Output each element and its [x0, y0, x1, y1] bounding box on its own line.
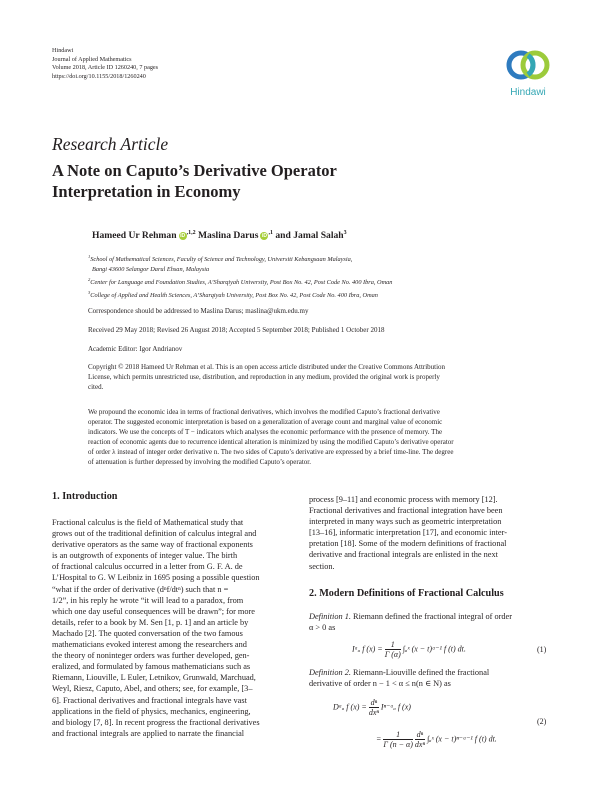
- equation-2b: [376, 730, 497, 749]
- abstract-line: reaction of economic agents due to recurrence identical alteration is minimized by using the modified Caputo’s derivative operator: [88, 437, 454, 446]
- abstract-line: of order λ instead of integer order derivative n. The two sides of Caputo’s derivative are expressed by a brief time-line. The degree: [88, 447, 454, 456]
- definition-label: Definition 1.: [309, 612, 351, 621]
- body-line: derivative and fractional integrals are enlisted in the next: [309, 550, 498, 560]
- definition-label: Definition 2.: [309, 668, 351, 677]
- title-line-2: Interpretation in Economy: [52, 182, 241, 201]
- copyright-line: cited.: [88, 383, 104, 391]
- right-column-body: [309, 494, 549, 572]
- body-line: section.: [309, 561, 335, 571]
- body-line: process [9–11] and economic process with memory [12].: [309, 495, 498, 504]
- fraction-denominator: dxⁿ: [368, 708, 379, 717]
- body-line: which one day useful consequences will be drawn”; for more: [52, 606, 255, 616]
- copyright-line: Copyright © 2018 Hameed Ur Rehman et al. This is an open access article distributed under the Creative Commons Attribution: [88, 363, 446, 371]
- body-line: derivative operators as the same way of fractional exponents: [52, 540, 253, 550]
- body-line: pretation [18]. Some of the modern definitions of fractional: [309, 539, 507, 549]
- definition-2: [309, 667, 549, 689]
- equation-number: (2): [537, 717, 547, 726]
- copyright-notice: [88, 362, 548, 392]
- fraction-denominator: dxⁿ: [414, 740, 425, 749]
- journal-metadata: [52, 47, 158, 81]
- body-line: L’Hospital to G. W Leibniz in 1695 posing a possible question: [52, 573, 260, 583]
- abstract-line: of attenuation is further depressed by involving the modified Caputo’s operator.: [88, 457, 311, 466]
- equation-term: =: [376, 734, 382, 744]
- article-dates: Received 29 May 2018; Revised 26 August 2018; Accepted 5 September 2018; Published 1 October 2018: [88, 326, 385, 334]
- body-line: details, refer to a book by M. Sen [1, p. 1] and an article by: [52, 617, 249, 627]
- section-heading-introduction: 1. Introduction: [52, 491, 118, 502]
- body-line: the theory of noninteger orders was further developed, gen-: [52, 651, 250, 661]
- body-line: eralized, and formulated by famous mathematicians such as: [52, 662, 251, 672]
- logo-wordmark: Hindawi: [510, 87, 546, 98]
- equation-fraction: [415, 730, 425, 749]
- body-line: and biology [7, 8]. In recent progress the fractional derivatives: [52, 717, 260, 727]
- definition-1: [309, 611, 549, 633]
- hindawi-logo: [500, 46, 556, 106]
- orcid-icon[interactable]: iD: [261, 233, 267, 240]
- abstract-line: indicators. We use the concepts of T − indicators which analyses the economic performance with the presence of memory. The: [88, 427, 443, 436]
- equation-term: Dᵅₐ f (x) =: [333, 702, 367, 712]
- body-line: Fractional derivatives and fractional integration have been: [309, 506, 503, 516]
- body-line: Machado [2]. The quoted conversation of the two famous: [52, 628, 243, 638]
- copyright-line: License, which permits unrestricted use, distribution, and reproduction in any medium, provided the original work is properly: [88, 373, 440, 381]
- body-line: Fractional calculus is the field of Mathematical study that: [52, 518, 244, 527]
- body-line: 1/2”, in his reply he wrote “it will lead to a paradox, from: [52, 595, 244, 605]
- fraction-numerator: 1: [385, 640, 401, 650]
- affiliation-3: [88, 288, 528, 301]
- abstract: [88, 408, 549, 467]
- article-type: Research Article: [52, 134, 169, 154]
- fraction-numerator: dⁿ: [416, 730, 424, 739]
- body-line: applications in the field of physics, mechanics, engineering,: [52, 706, 251, 716]
- orcid-icon[interactable]: iD: [180, 233, 186, 240]
- affiliations: [88, 252, 528, 301]
- hindawi-logo-icon: [500, 46, 556, 88]
- body-line: grows out of the traditional definition of calculus integral and: [52, 529, 257, 539]
- equation-term: Iᵅₐ f (x) =: [352, 644, 383, 654]
- affiliation-text: Center for Language and Foundation Studies, A’Sharqiyah University, Post Box No. 42, Post Code No. 400 Ibra, Oman: [90, 279, 393, 287]
- body-line: 6]. Fractional derivatives and fractional integrals have vast: [52, 695, 247, 705]
- introduction-body: [52, 517, 292, 739]
- body-line: and fractional integrals are applied to narrate the financial: [52, 728, 245, 738]
- journal-name: Journal of Applied Mathematics: [52, 55, 132, 63]
- equation-1: [352, 640, 466, 659]
- volume-info: Volume 2018, Article ID 1260240, 7 pages: [52, 64, 159, 72]
- fraction-denominator: Γ (α): [384, 650, 401, 659]
- affiliation-number: 2: [88, 277, 91, 283]
- equation-term: ∫ₐˣ (x − t)ⁿ⁻ᵅ⁻¹ f (t) dt.: [426, 734, 497, 744]
- affiliation-1-cont: Bangi 43600 Selangor Darul Ehsan, Malaysia: [92, 266, 210, 274]
- body-line: interpreted in many ways such as geometric interpretation: [309, 517, 502, 527]
- fraction-denominator: Γ (n − α): [383, 740, 413, 749]
- definition-text: Riemann-Liouville defined the fractional: [353, 668, 490, 677]
- affiliation-number: 1: [88, 254, 91, 259]
- title-line-1: A Note on Caputo’s Derivative Operator: [52, 161, 337, 180]
- paper-title: [52, 160, 472, 202]
- author-name: and Jamal Salah: [275, 230, 344, 242]
- body-line: “what if the order of derivative (dⁿf/dtⁿ) such that n =: [52, 584, 229, 594]
- equation-term: Iⁿ⁻ᵅₐ f (x): [380, 702, 411, 712]
- affiliation-number: 3: [88, 290, 91, 296]
- affiliation-text: School of Mathematical Sciences, Faculty of Science and Technology, Universiti Kebangsaan Malaysia,: [90, 256, 353, 264]
- correspondence: Correspondence should be addressed to Maslina Darus; maslina@ukm.edu.my: [88, 307, 309, 315]
- section-heading-definitions: 2. Modern Definitions of Fractional Calculus: [309, 588, 504, 599]
- doi-link[interactable]: https://doi.org/10.1155/2018/1260240: [52, 72, 146, 80]
- body-line: Riemann, Liouville, L Euler, Letnikov, Grunwald, Marchuad,: [52, 673, 256, 683]
- body-line: mathematicians evoked interest among the researchers and: [52, 640, 247, 650]
- definition-text: derivative of order n − 1 < α ≤ n(n ∈ N) as: [309, 679, 451, 689]
- author-affiliation-marks: ,1: [268, 230, 273, 236]
- publisher-name: Hindawi: [52, 47, 74, 54]
- body-line: [13–16], informatic interpretation [17], and economic inter-: [309, 528, 507, 538]
- definition-text: Riemann defined the fractional integral of order: [353, 612, 512, 621]
- body-line: is an outgrowth of exponents of integer value. The birth: [52, 551, 238, 561]
- affiliation-1: [88, 252, 528, 265]
- author-affiliation-marks: ,1,2: [186, 230, 196, 236]
- equation-fraction: [385, 640, 401, 659]
- affiliation-2: [88, 275, 528, 288]
- equation-fraction: [369, 698, 379, 717]
- author-name: Hameed Ur Rehman: [92, 230, 177, 242]
- equation-number: (1): [537, 645, 547, 654]
- abstract-line: We propound the economic idea in terms of fractional derivatives, which involves the modified Caputo’s fractional derivative: [88, 408, 440, 416]
- author-affiliation-marks: 3: [343, 230, 347, 236]
- author-list: [92, 230, 347, 241]
- definition-text: α > 0 as: [309, 623, 336, 633]
- body-line: Weyl, Riesz, Caputo, Abel, and others; see, for example, [3–: [52, 684, 253, 694]
- affiliation-text: College of Applied and Health Sciences, A’Sharqiyah University, Post Box No. 42, Post Code No. 400 Ibra, Oman: [90, 292, 378, 300]
- equation-2a: [333, 698, 411, 717]
- abstract-line: operator. The suggested economic interpretation is based on a generalization of average count and marginal value of economic: [88, 417, 443, 426]
- fraction-numerator: 1: [383, 730, 412, 740]
- fraction-numerator: dⁿ: [370, 698, 378, 707]
- author-name: Maslina Darus: [197, 230, 259, 242]
- body-line: of fractional calculus occurred in a letter from G. F. A. de: [52, 562, 243, 572]
- academic-editor: Academic Editor: Igor Andrianov: [88, 345, 183, 353]
- equation-fraction: [383, 730, 412, 749]
- equation-term: ∫ₐˣ (x − t)ᵅ⁻¹ f (t) dt.: [402, 644, 466, 654]
